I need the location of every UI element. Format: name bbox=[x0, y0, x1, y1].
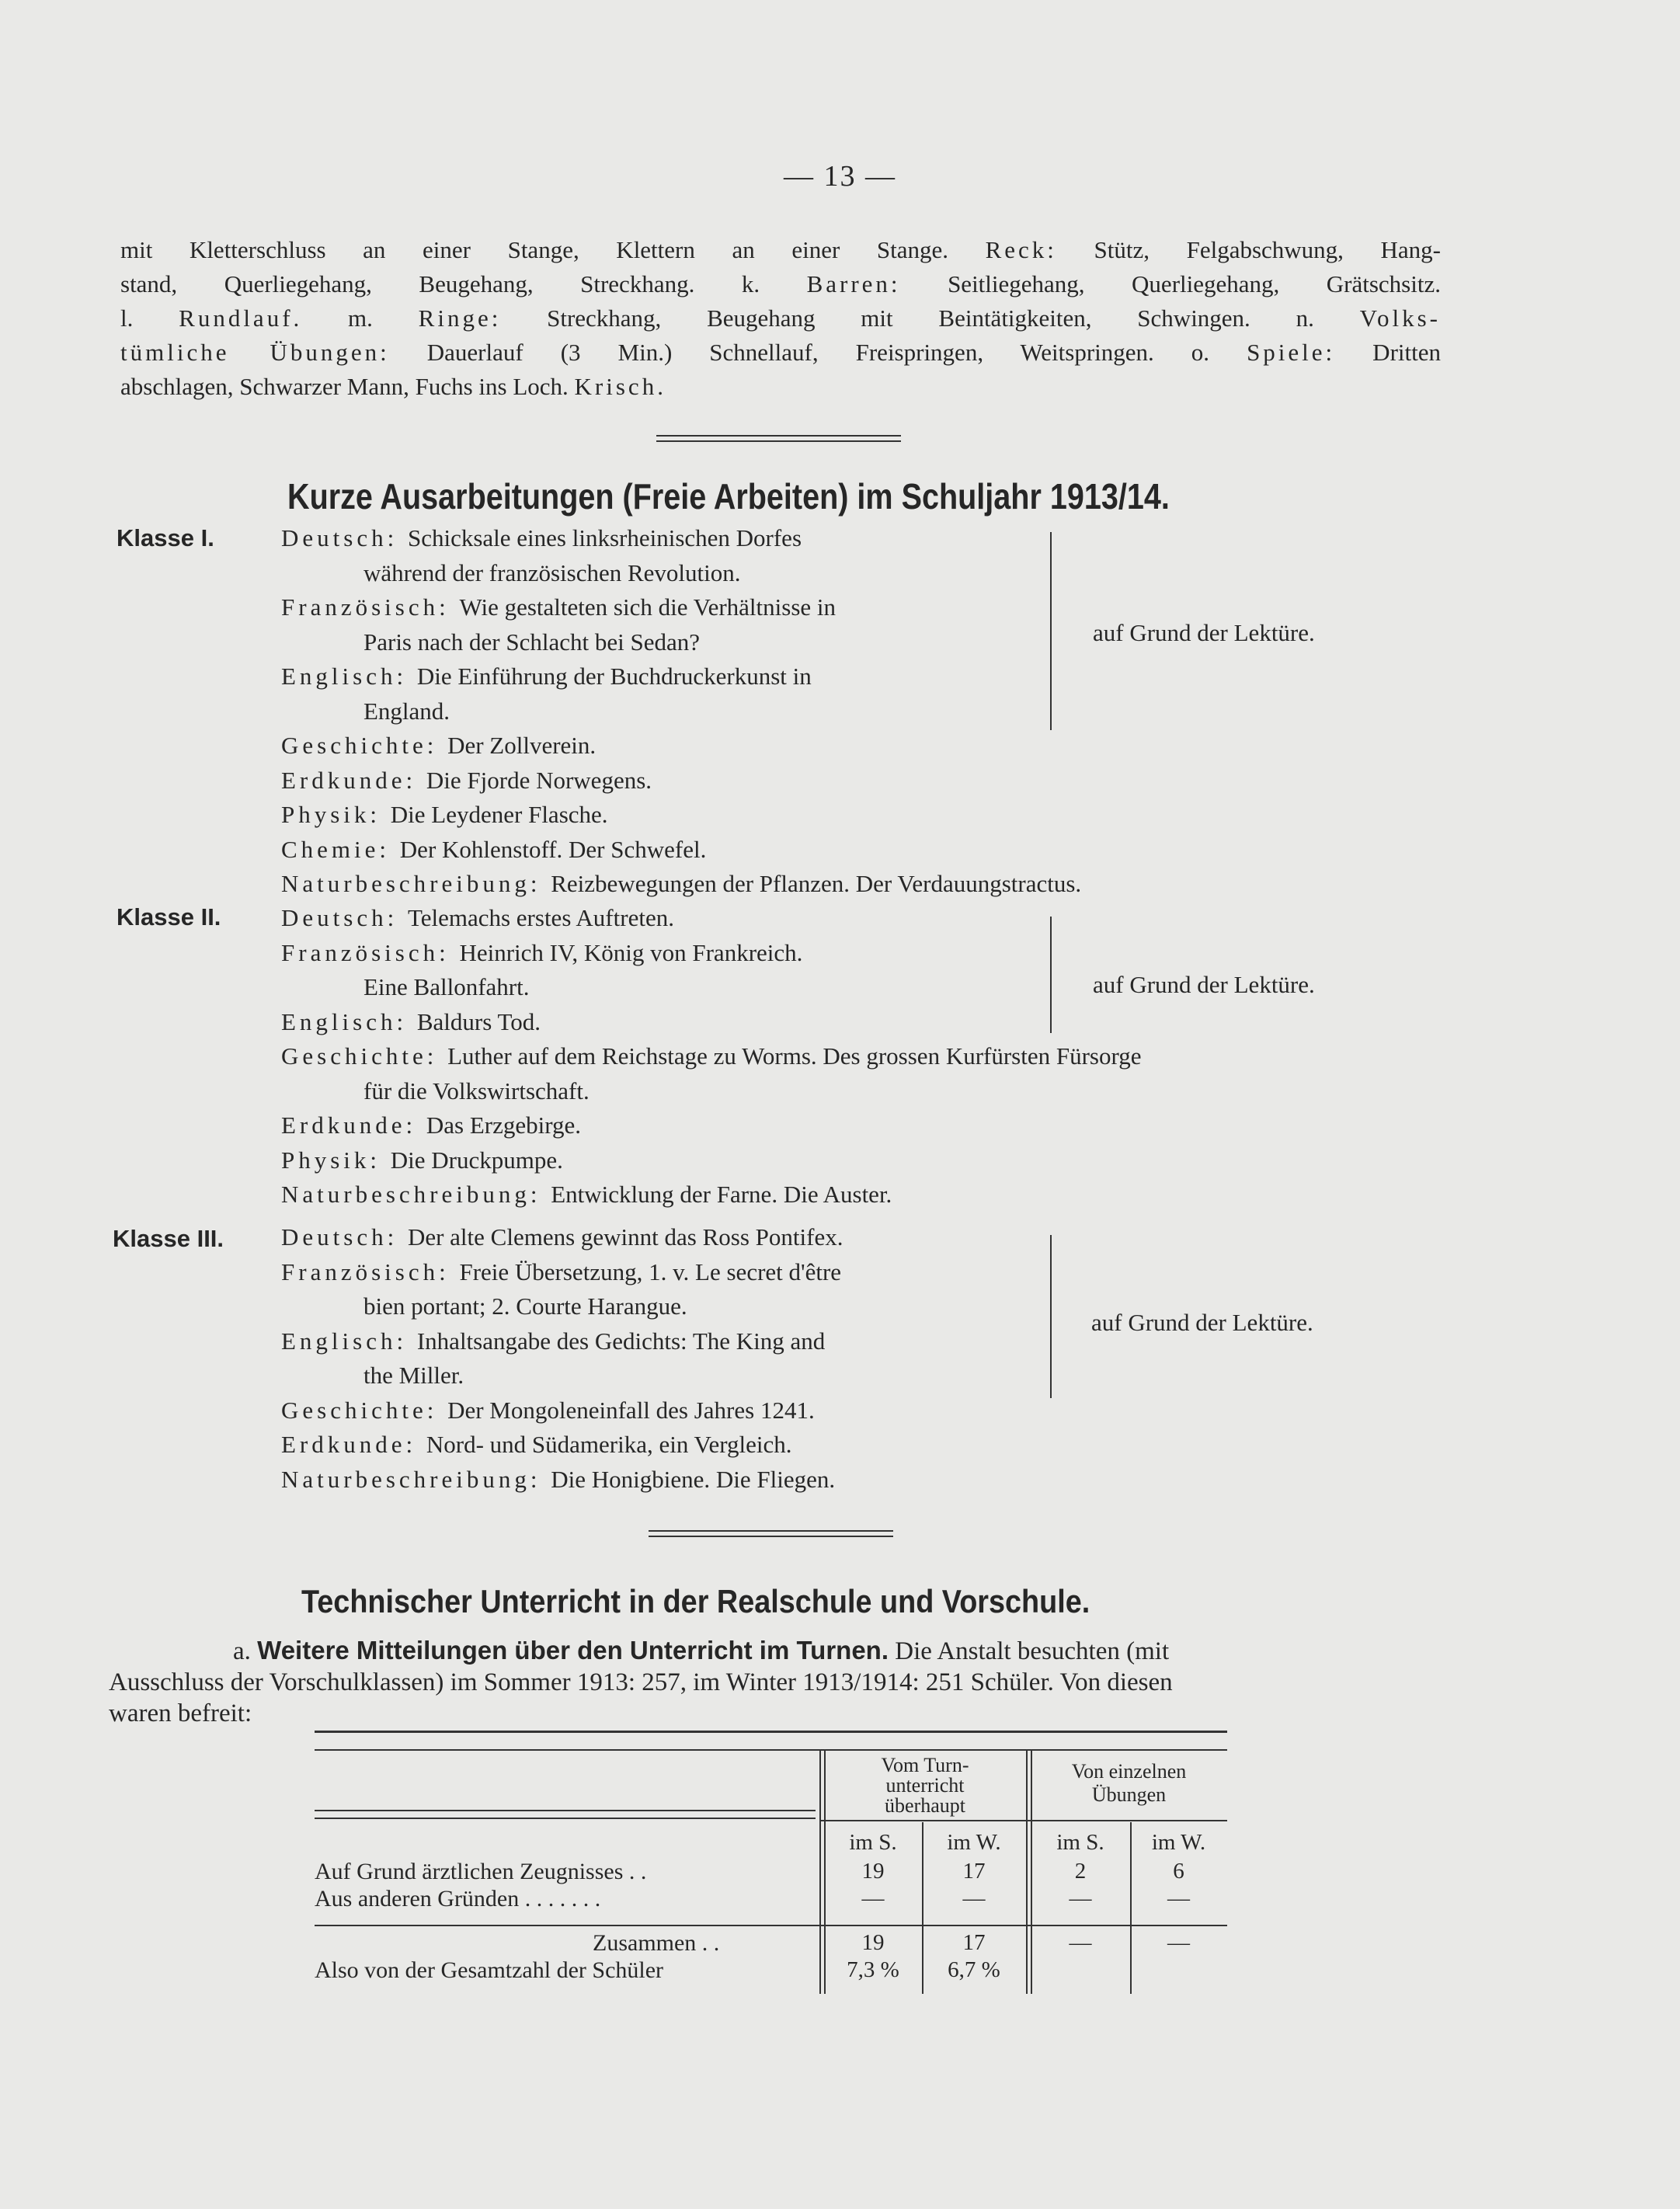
intro-line bbox=[120, 336, 1441, 370]
subject-name: Chemie: bbox=[281, 835, 400, 863]
subject-name: Deutsch: bbox=[281, 1223, 408, 1251]
continuation-line bbox=[363, 972, 530, 1003]
subject-topic: England. bbox=[363, 697, 450, 725]
spaced-term: Spiele: bbox=[1247, 339, 1336, 366]
spaced-term: Barren: bbox=[806, 270, 901, 297]
subject-name: Französisch: bbox=[281, 593, 460, 621]
col-header: im W. bbox=[947, 1830, 1001, 1855]
col-header: im S. bbox=[1056, 1830, 1104, 1855]
subject-line bbox=[281, 938, 802, 969]
klasse-label-3: Klasse III. bbox=[113, 1225, 224, 1252]
subject-name: Französisch: bbox=[281, 1258, 460, 1285]
subject-topic: Die Fjorde Norwegens. bbox=[426, 766, 652, 794]
subject-topic: Freie Übersetzung, 1. v. Le secret d'être bbox=[459, 1258, 842, 1285]
sub-prefix: a. bbox=[233, 1637, 251, 1665]
intro-text: mit Kletterschluss an einer Stange, Klettern an einer Stange. bbox=[120, 236, 986, 263]
subject-line bbox=[281, 1395, 815, 1426]
row-label: Auf Grund ärztlichen Zeugnisses . . bbox=[315, 1859, 647, 1884]
sub-text-1: Die Anstalt besuchten (mit bbox=[895, 1637, 1170, 1665]
subject-line bbox=[281, 903, 674, 934]
klasse-label-1: Klasse I. bbox=[117, 524, 214, 551]
intro-line bbox=[120, 301, 1441, 336]
subject-line bbox=[281, 1145, 563, 1176]
subject-name: Erdkunde: bbox=[281, 1431, 426, 1458]
intro-text: abschlagen, Schwarzer Mann, Fuchs ins Loch. bbox=[120, 373, 575, 400]
subject-name: Geschichte: bbox=[281, 1042, 448, 1070]
col-header: im W. bbox=[1151, 1830, 1206, 1855]
turnen-paragraph bbox=[109, 1635, 1433, 1729]
subject-line bbox=[281, 1007, 541, 1038]
subject-topic: bien portant; 2. Courte Harangue. bbox=[363, 1292, 687, 1320]
intro-text: l. bbox=[120, 304, 179, 332]
intro-text: Streckhang, Beugehang mit Beintätigkeiten, Schwingen. n. bbox=[501, 304, 1360, 332]
cell: 6 bbox=[1173, 1859, 1184, 1884]
subject-topic: während der französischen Revolution. bbox=[363, 558, 741, 586]
row-label: Aus anderen Gründen . . . . . . . bbox=[315, 1886, 601, 1912]
brace-klasse-2 bbox=[1050, 917, 1052, 1033]
subject-line bbox=[281, 1326, 825, 1357]
intro-text: Seitliegehang, Querliegehang, Grätschsitz. bbox=[900, 270, 1441, 297]
grund-note-3: auf Grund der Lektüre. bbox=[1091, 1309, 1313, 1336]
percent-cell: 6,7 % bbox=[948, 1957, 1000, 1982]
percent-cell: 7,3 % bbox=[847, 1957, 899, 1982]
subject-topic: Telemachs erstes Auftreten. bbox=[407, 904, 674, 931]
spaced-term: tümliche Übungen: bbox=[120, 339, 390, 366]
spaced-term: Reck: bbox=[985, 236, 1057, 263]
subject-name: Physik: bbox=[281, 801, 391, 828]
sub-text-2: Ausschluss der Vorschulklassen) im Sommer 1913: 257, im Winter 1913/1914: 251 Schüler. Von diesen bbox=[109, 1668, 1173, 1696]
subject-name: Geschichte: bbox=[281, 1396, 448, 1424]
subject-line bbox=[281, 730, 596, 761]
cell: 19 bbox=[861, 1859, 885, 1884]
spaced-term: Ringe: bbox=[418, 304, 502, 332]
intro-line bbox=[120, 233, 1441, 267]
subject-line bbox=[281, 1429, 792, 1460]
total-cell: 19 bbox=[861, 1930, 885, 1955]
continuation-line bbox=[363, 1076, 590, 1107]
subject-name: Erdkunde: bbox=[281, 1111, 426, 1139]
brace-klasse-3 bbox=[1050, 1235, 1052, 1398]
grund-note-2: auf Grund der Lektüre. bbox=[1093, 971, 1315, 998]
subject-name: Naturbeschreibung: bbox=[281, 1181, 551, 1208]
section-heading-free-work: Kurze Ausarbeitungen (Freie Arbeiten) im Schuljahr 1913/14. bbox=[287, 476, 1170, 517]
subject-topic: Schicksale eines linksrheinischen Dorfes bbox=[407, 524, 802, 551]
section-divider bbox=[656, 435, 901, 442]
subject-line bbox=[281, 799, 608, 830]
intro-text: Dritten bbox=[1335, 339, 1441, 366]
subject-line bbox=[281, 868, 1081, 899]
grund-note-1: auf Grund der Lektüre. bbox=[1093, 619, 1315, 646]
subject-topic: Inhaltsangabe des Gedichts: The King and bbox=[416, 1327, 826, 1355]
subject-topic: Baldurs Tod. bbox=[416, 1007, 541, 1035]
subject-name: Deutsch: bbox=[281, 904, 408, 931]
subject-topic: Entwicklung der Farne. Die Auster. bbox=[551, 1181, 892, 1208]
total-cell: 17 bbox=[962, 1930, 986, 1955]
subject-topic: the Miller. bbox=[363, 1362, 464, 1389]
continuation-line bbox=[363, 1360, 464, 1391]
subject-line bbox=[281, 834, 706, 865]
subject-name: Englisch: bbox=[281, 1007, 417, 1035]
subject-topic: Die Leydener Flasche. bbox=[390, 801, 608, 828]
subject-line bbox=[281, 1179, 892, 1210]
sub-text-3: waren befreit: bbox=[109, 1699, 252, 1727]
subject-topic: Reizbewegungen der Pflanzen. Der Verdauungstractus. bbox=[551, 870, 1082, 897]
brace-klasse-1 bbox=[1050, 532, 1052, 730]
subject-topic: Das Erzgebirge. bbox=[426, 1111, 582, 1139]
subject-topic: Der alte Clemens gewinnt das Ross Pontifex. bbox=[407, 1223, 843, 1251]
intro-line bbox=[120, 370, 1441, 404]
spaced-term: Volks- bbox=[1359, 304, 1441, 332]
subject-line bbox=[281, 592, 836, 623]
subject-line bbox=[281, 1464, 835, 1495]
subject-name: Englisch: bbox=[281, 663, 417, 690]
subject-name: Naturbeschreibung: bbox=[281, 870, 551, 897]
subject-name: Erdkunde: bbox=[281, 766, 426, 794]
subject-line bbox=[281, 661, 812, 692]
subject-topic: Nord- und Südamerika, ein Vergleich. bbox=[426, 1431, 792, 1458]
cell: — bbox=[962, 1886, 986, 1911]
subject-line bbox=[281, 1041, 1142, 1072]
group-header-uebungen: Von einzelnen Übungen bbox=[1071, 1760, 1187, 1806]
continuation-line bbox=[363, 627, 700, 658]
subject-topic: Der Zollverein. bbox=[447, 732, 597, 759]
subject-line bbox=[281, 1110, 581, 1141]
subject-topic: Eine Ballonfahrt. bbox=[363, 973, 530, 1000]
subject-topic: Wie gestalteten sich die Verhältnisse in bbox=[459, 593, 837, 621]
subject-topic: für die Volkswirtschaft. bbox=[363, 1077, 590, 1104]
intro-line bbox=[120, 267, 1441, 301]
section-heading-technical: Technischer Unterricht in der Realschule und Vorschule. bbox=[301, 1583, 1090, 1619]
subject-topic: Luther auf dem Reichstage zu Worms. Des grossen Kurfürsten Fürsorge bbox=[447, 1042, 1142, 1070]
subject-name: Naturbeschreibung: bbox=[281, 1465, 551, 1493]
page-number: — 13 — bbox=[784, 160, 896, 193]
continuation-line bbox=[363, 696, 450, 727]
col-header: im S. bbox=[849, 1830, 897, 1855]
subject-topic: Der Kohlenstoff. Der Schwefel. bbox=[399, 835, 707, 863]
subject-name: Französisch: bbox=[281, 938, 460, 966]
subject-topic: Die Honigbiene. Die Fliegen. bbox=[551, 1465, 836, 1493]
cell: 17 bbox=[962, 1859, 986, 1884]
intro-text: stand, Querliegehang, Beugehang, Streckhang. k. bbox=[120, 270, 807, 297]
subject-name: Englisch: bbox=[281, 1327, 417, 1355]
continuation-line bbox=[363, 1291, 687, 1322]
subject-topic: Der Mongoleneinfall des Jahres 1241. bbox=[447, 1396, 815, 1424]
total-label: Zusammen . . bbox=[593, 1930, 720, 1956]
continuation-line bbox=[363, 558, 741, 589]
subject-line bbox=[281, 765, 652, 796]
subject-topic: Paris nach der Schlacht bei Sedan? bbox=[363, 628, 700, 656]
spaced-term: Rundlauf. bbox=[179, 304, 303, 332]
spaced-term: Krisch. bbox=[574, 373, 666, 400]
subject-line bbox=[281, 523, 802, 554]
total-cell: — bbox=[1069, 1930, 1092, 1955]
percent-label: Also von der Gesamtzahl der Schüler bbox=[315, 1957, 664, 1983]
intro-text: Dauerlauf (3 Min.) Schnellauf, Freispringen, Weitspringen. o. bbox=[389, 339, 1247, 366]
klasse-label-2: Klasse II. bbox=[117, 903, 221, 931]
cell: — bbox=[1167, 1886, 1190, 1911]
subject-topic: Heinrich IV, König von Frankreich. bbox=[459, 938, 803, 966]
section-divider bbox=[649, 1530, 893, 1537]
intro-paragraph bbox=[120, 233, 1441, 404]
subject-name: Physik: bbox=[281, 1146, 391, 1174]
cell: — bbox=[861, 1886, 885, 1911]
cell: 2 bbox=[1074, 1859, 1087, 1884]
subject-line bbox=[281, 1257, 841, 1288]
total-cell: — bbox=[1167, 1930, 1190, 1955]
cell: — bbox=[1069, 1886, 1092, 1911]
befreit-table bbox=[315, 1731, 1227, 1995]
subject-line bbox=[281, 1222, 843, 1253]
intro-text: Stütz, Felgabschwung, Hang- bbox=[1056, 236, 1441, 263]
intro-text: m. bbox=[302, 304, 419, 332]
subject-name: Deutsch: bbox=[281, 524, 408, 551]
group-header-turnunterricht: Vom Turn- unterricht überhaupt bbox=[881, 1754, 969, 1817]
sub-heading: Weitere Mitteilungen über den Unterricht im Turnen. bbox=[257, 1636, 889, 1665]
subject-topic: Die Einführung der Buchdruckerkunst in bbox=[416, 663, 812, 690]
subject-name: Geschichte: bbox=[281, 732, 448, 759]
subject-topic: Die Druckpumpe. bbox=[390, 1146, 563, 1174]
